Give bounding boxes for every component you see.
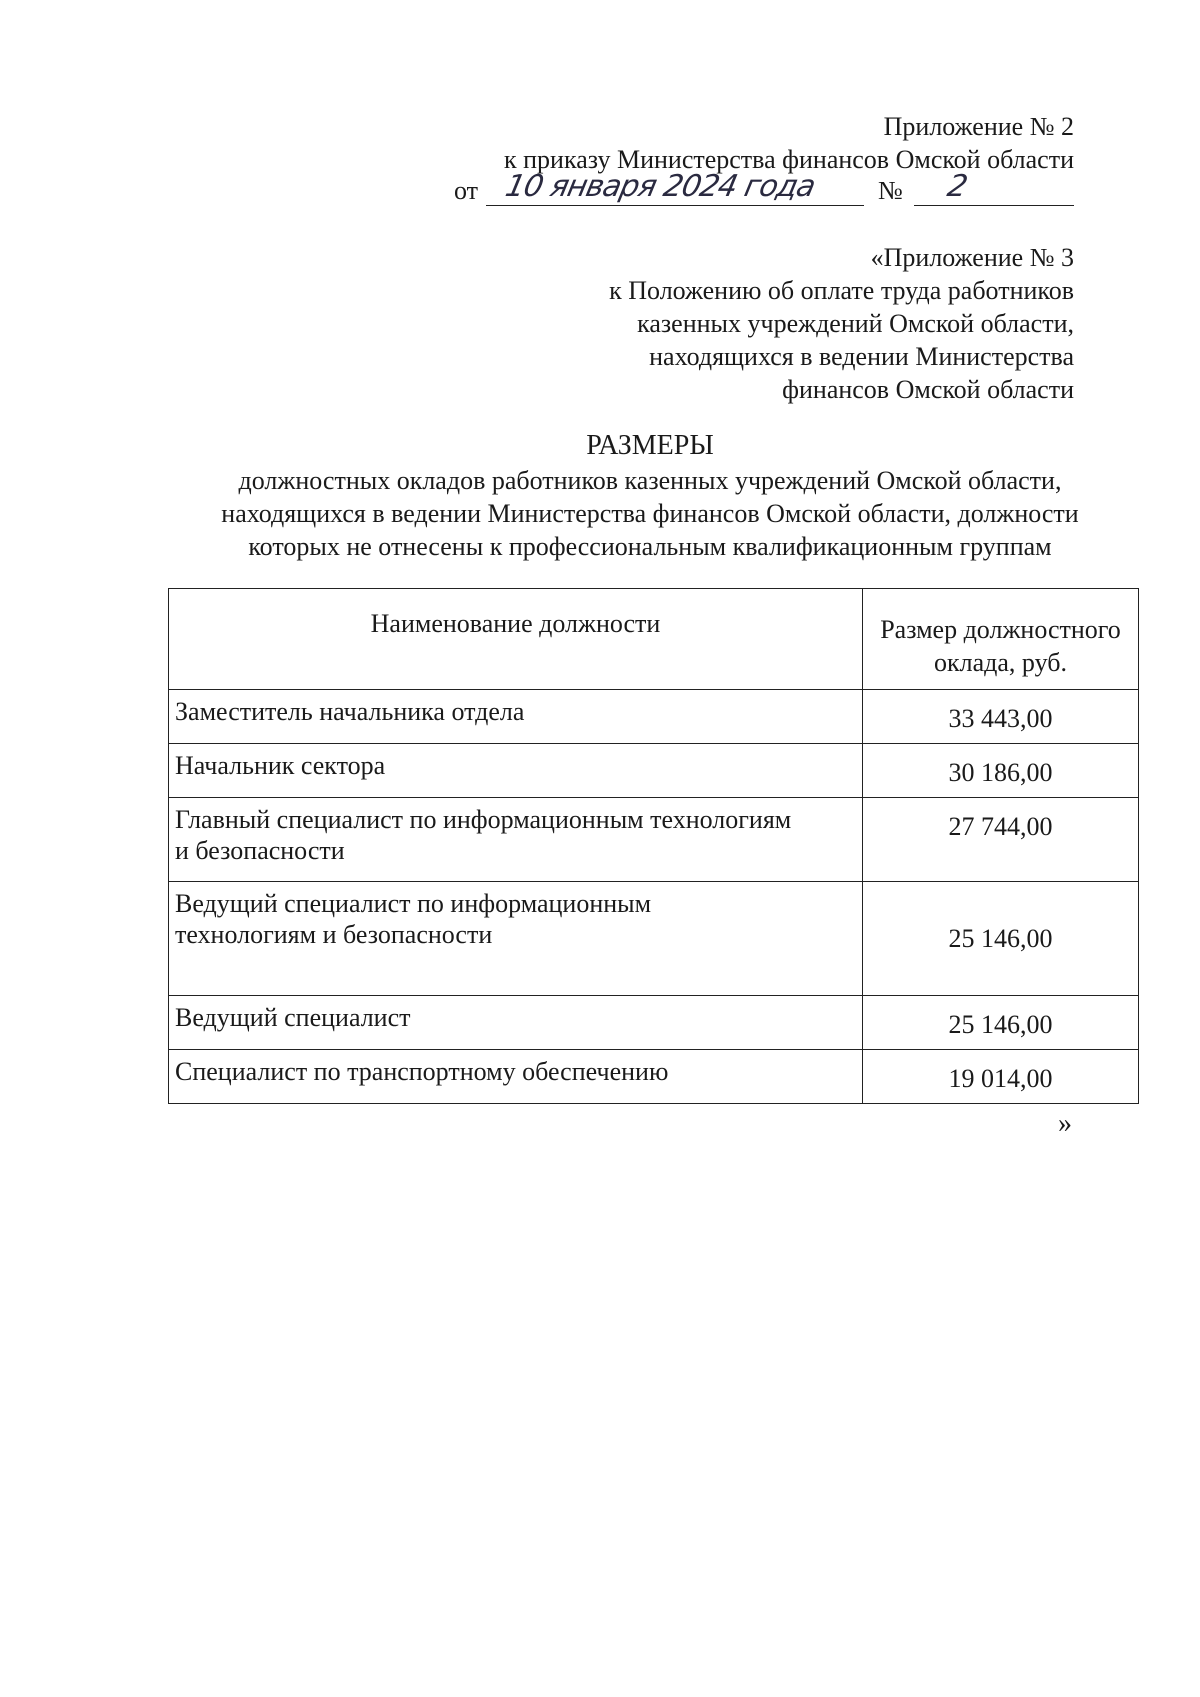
table-row xyxy=(169,798,1139,882)
position-name-line: технологиям и безопасности xyxy=(175,920,493,949)
position-name-line: Специалист по транспортному обеспечению xyxy=(175,1057,669,1086)
appendix-label: Приложение № 2 xyxy=(883,112,1074,141)
column-header-salary-line: Размер должностного xyxy=(880,615,1121,644)
handwritten-date: 10 января 2024 года xyxy=(502,169,818,204)
sub-header-line: финансов Омской области xyxy=(782,375,1074,404)
column-header-salary-line: оклада, руб. xyxy=(934,648,1067,677)
salary-amount: 25 146,00 xyxy=(863,882,1139,996)
position-name-line: Начальник сектора xyxy=(175,751,386,780)
position-name xyxy=(169,690,863,744)
subtitle-line: которых не отнесены к профессиональным квалификационным группам xyxy=(248,532,1052,561)
position-name-line: и безопасности xyxy=(175,836,345,865)
position-name xyxy=(169,1050,863,1104)
number-label: № xyxy=(878,176,903,205)
salary-amount: 27 744,00 xyxy=(863,798,1139,882)
document-title-block xyxy=(160,428,1140,563)
table-row xyxy=(169,1050,1139,1104)
sub-header-line: «Приложение № 3 xyxy=(870,243,1074,272)
order-date-row xyxy=(454,169,1074,210)
closing-quote-mark: » xyxy=(1058,1108,1072,1139)
salary-amount: 25 146,00 xyxy=(863,996,1139,1050)
subtitle-line: должностных окладов работников казенных учреждений Омской области, xyxy=(238,466,1062,495)
sub-header-line: находящихся в ведении Министерства xyxy=(649,342,1074,371)
appendix-3-header xyxy=(609,241,1074,406)
position-name xyxy=(169,798,863,882)
position-name-line: Ведущий специалист по информационным xyxy=(175,889,652,918)
position-name xyxy=(169,882,863,996)
table-row xyxy=(169,996,1139,1050)
sub-header-line: казенных учреждений Омской области, xyxy=(637,309,1074,338)
handwritten-number: 2 xyxy=(944,169,970,204)
position-name-line: Главный специалист по информационным технологиям xyxy=(175,805,792,834)
salary-amount: 30 186,00 xyxy=(863,744,1139,798)
salary-amount: 33 443,00 xyxy=(863,690,1139,744)
order-reference: к приказу Министерства финансов Омской области xyxy=(504,145,1074,174)
document-title: РАЗМЕРЫ xyxy=(586,430,714,461)
table-row xyxy=(169,882,1139,996)
position-name-line: Ведущий специалист xyxy=(175,1003,411,1032)
date-prefix: от xyxy=(454,176,479,205)
table-row xyxy=(169,744,1139,798)
table-row xyxy=(169,690,1139,744)
number-underline xyxy=(914,205,1074,206)
salary-amount: 19 014,00 xyxy=(863,1050,1139,1104)
salary-table xyxy=(168,588,1139,1104)
position-name xyxy=(169,744,863,798)
subtitle-line: находящихся в ведении Министерства финансов Омской области, должности xyxy=(221,499,1079,528)
column-header-salary xyxy=(863,589,1139,690)
position-name xyxy=(169,996,863,1050)
appendix-header xyxy=(504,110,1074,176)
date-underline xyxy=(486,205,864,206)
table-header-row xyxy=(169,589,1139,690)
position-name-line: Заместитель начальника отдела xyxy=(175,697,525,726)
column-header-position: Наименование должности xyxy=(169,589,863,690)
sub-header-line: к Положению об оплате труда работников xyxy=(609,276,1074,305)
